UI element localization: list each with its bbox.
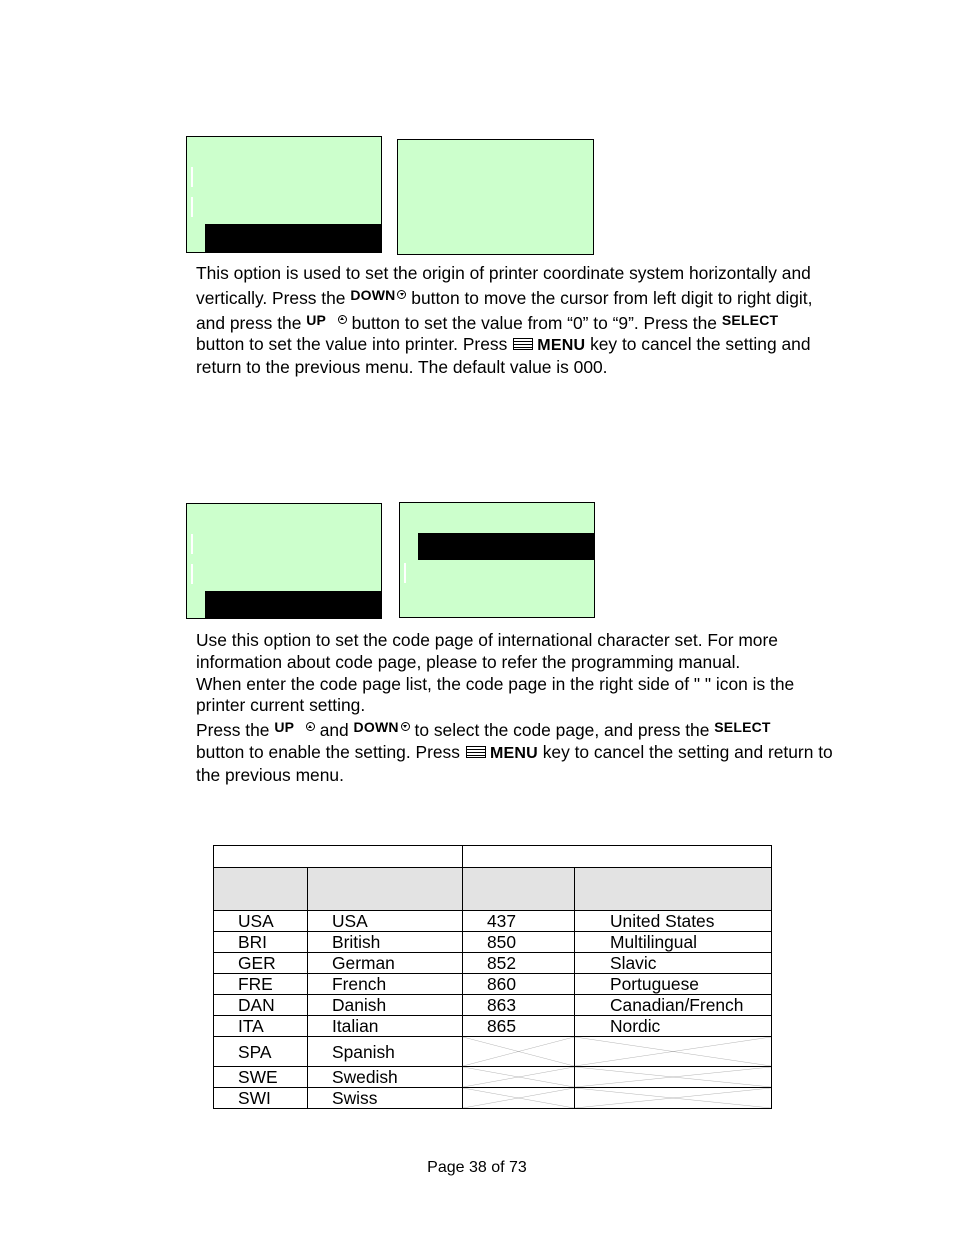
table-row: FRE French 860 Portuguese xyxy=(214,974,772,995)
up-arrow-icon xyxy=(338,315,347,324)
paragraph-codepage-setting: Use this option to set the code page of international character set. For more information about code page, please to refer the programming manual. When enter the code page list, the code page in the right side of " " icon is the printer current setting. Press the $^{UP}$ and $^{DOWN}$ to select the code page, and press the $^{SELECT}$ button to enable the setting. Press MENU key to cancel the setting and return to the previous menu. xyxy=(196,630,833,785)
table-row: SWE Swedish xyxy=(214,1067,772,1088)
down-button-label: DOWN xyxy=(350,286,396,303)
menu-icon xyxy=(466,746,486,758)
codepage-table xyxy=(213,845,772,1109)
lcd-screen-value-1 xyxy=(397,139,594,255)
lcd-selection-bar xyxy=(418,533,595,560)
menu-button-label: MENU xyxy=(537,337,586,355)
lcd-selection-bar xyxy=(205,224,382,242)
lcd-screen-menu-2 xyxy=(186,503,382,619)
down-arrow-icon xyxy=(397,290,406,299)
table-header-row xyxy=(214,846,772,868)
paragraph-origin-setting: This option is used to set the origin of printer coordinate system horizontally and vertically. Press the $^{DOWN}$ button to move the cursor from left digit to right digit, and press the $^{UP}$ button to set the value from “0” to “9”. Press the $^{SELECT}$ button to set the value into printer. Press MENU key to cancel the setting and return to the previous menu. The default value is 000. xyxy=(196,263,813,378)
table-row: GER German 852 Slavic xyxy=(214,953,772,974)
up-arrow-icon xyxy=(306,722,315,731)
up-button-label: UP xyxy=(274,719,295,736)
select-button-label: SELECT xyxy=(714,719,771,736)
page-number: Page 38 of 73 xyxy=(427,1159,527,1176)
empty-cell-cross xyxy=(575,1037,772,1067)
down-arrow-icon xyxy=(401,722,410,731)
empty-cell-cross xyxy=(575,1088,772,1109)
lcd-screen-codepage-list xyxy=(399,502,595,618)
menu-button-label: MENU xyxy=(489,744,538,762)
table-row: DAN Danish 863 Canadian/French xyxy=(214,995,772,1016)
empty-cell-cross xyxy=(575,1067,772,1088)
lcd-selection-bar xyxy=(205,591,382,619)
table-subheader-row xyxy=(214,868,772,911)
empty-cell-cross xyxy=(463,1088,575,1109)
table-row: USA USA 437 United States xyxy=(214,911,772,932)
up-button-label: UP xyxy=(306,311,327,328)
menu-icon xyxy=(513,338,533,350)
select-button-label: SELECT xyxy=(721,311,779,328)
table-row: ITA Italian 865 Nordic xyxy=(214,1016,772,1037)
table-row: SPA Spanish xyxy=(214,1037,772,1067)
down-button-label: DOWN xyxy=(353,719,399,736)
empty-cell-cross xyxy=(463,1037,575,1067)
lcd-screen-menu-1 xyxy=(186,136,382,253)
table-row: SWI Swiss xyxy=(214,1088,772,1109)
empty-cell-cross xyxy=(463,1067,575,1088)
table-row: BRI British 850 Multilingual xyxy=(214,932,772,953)
